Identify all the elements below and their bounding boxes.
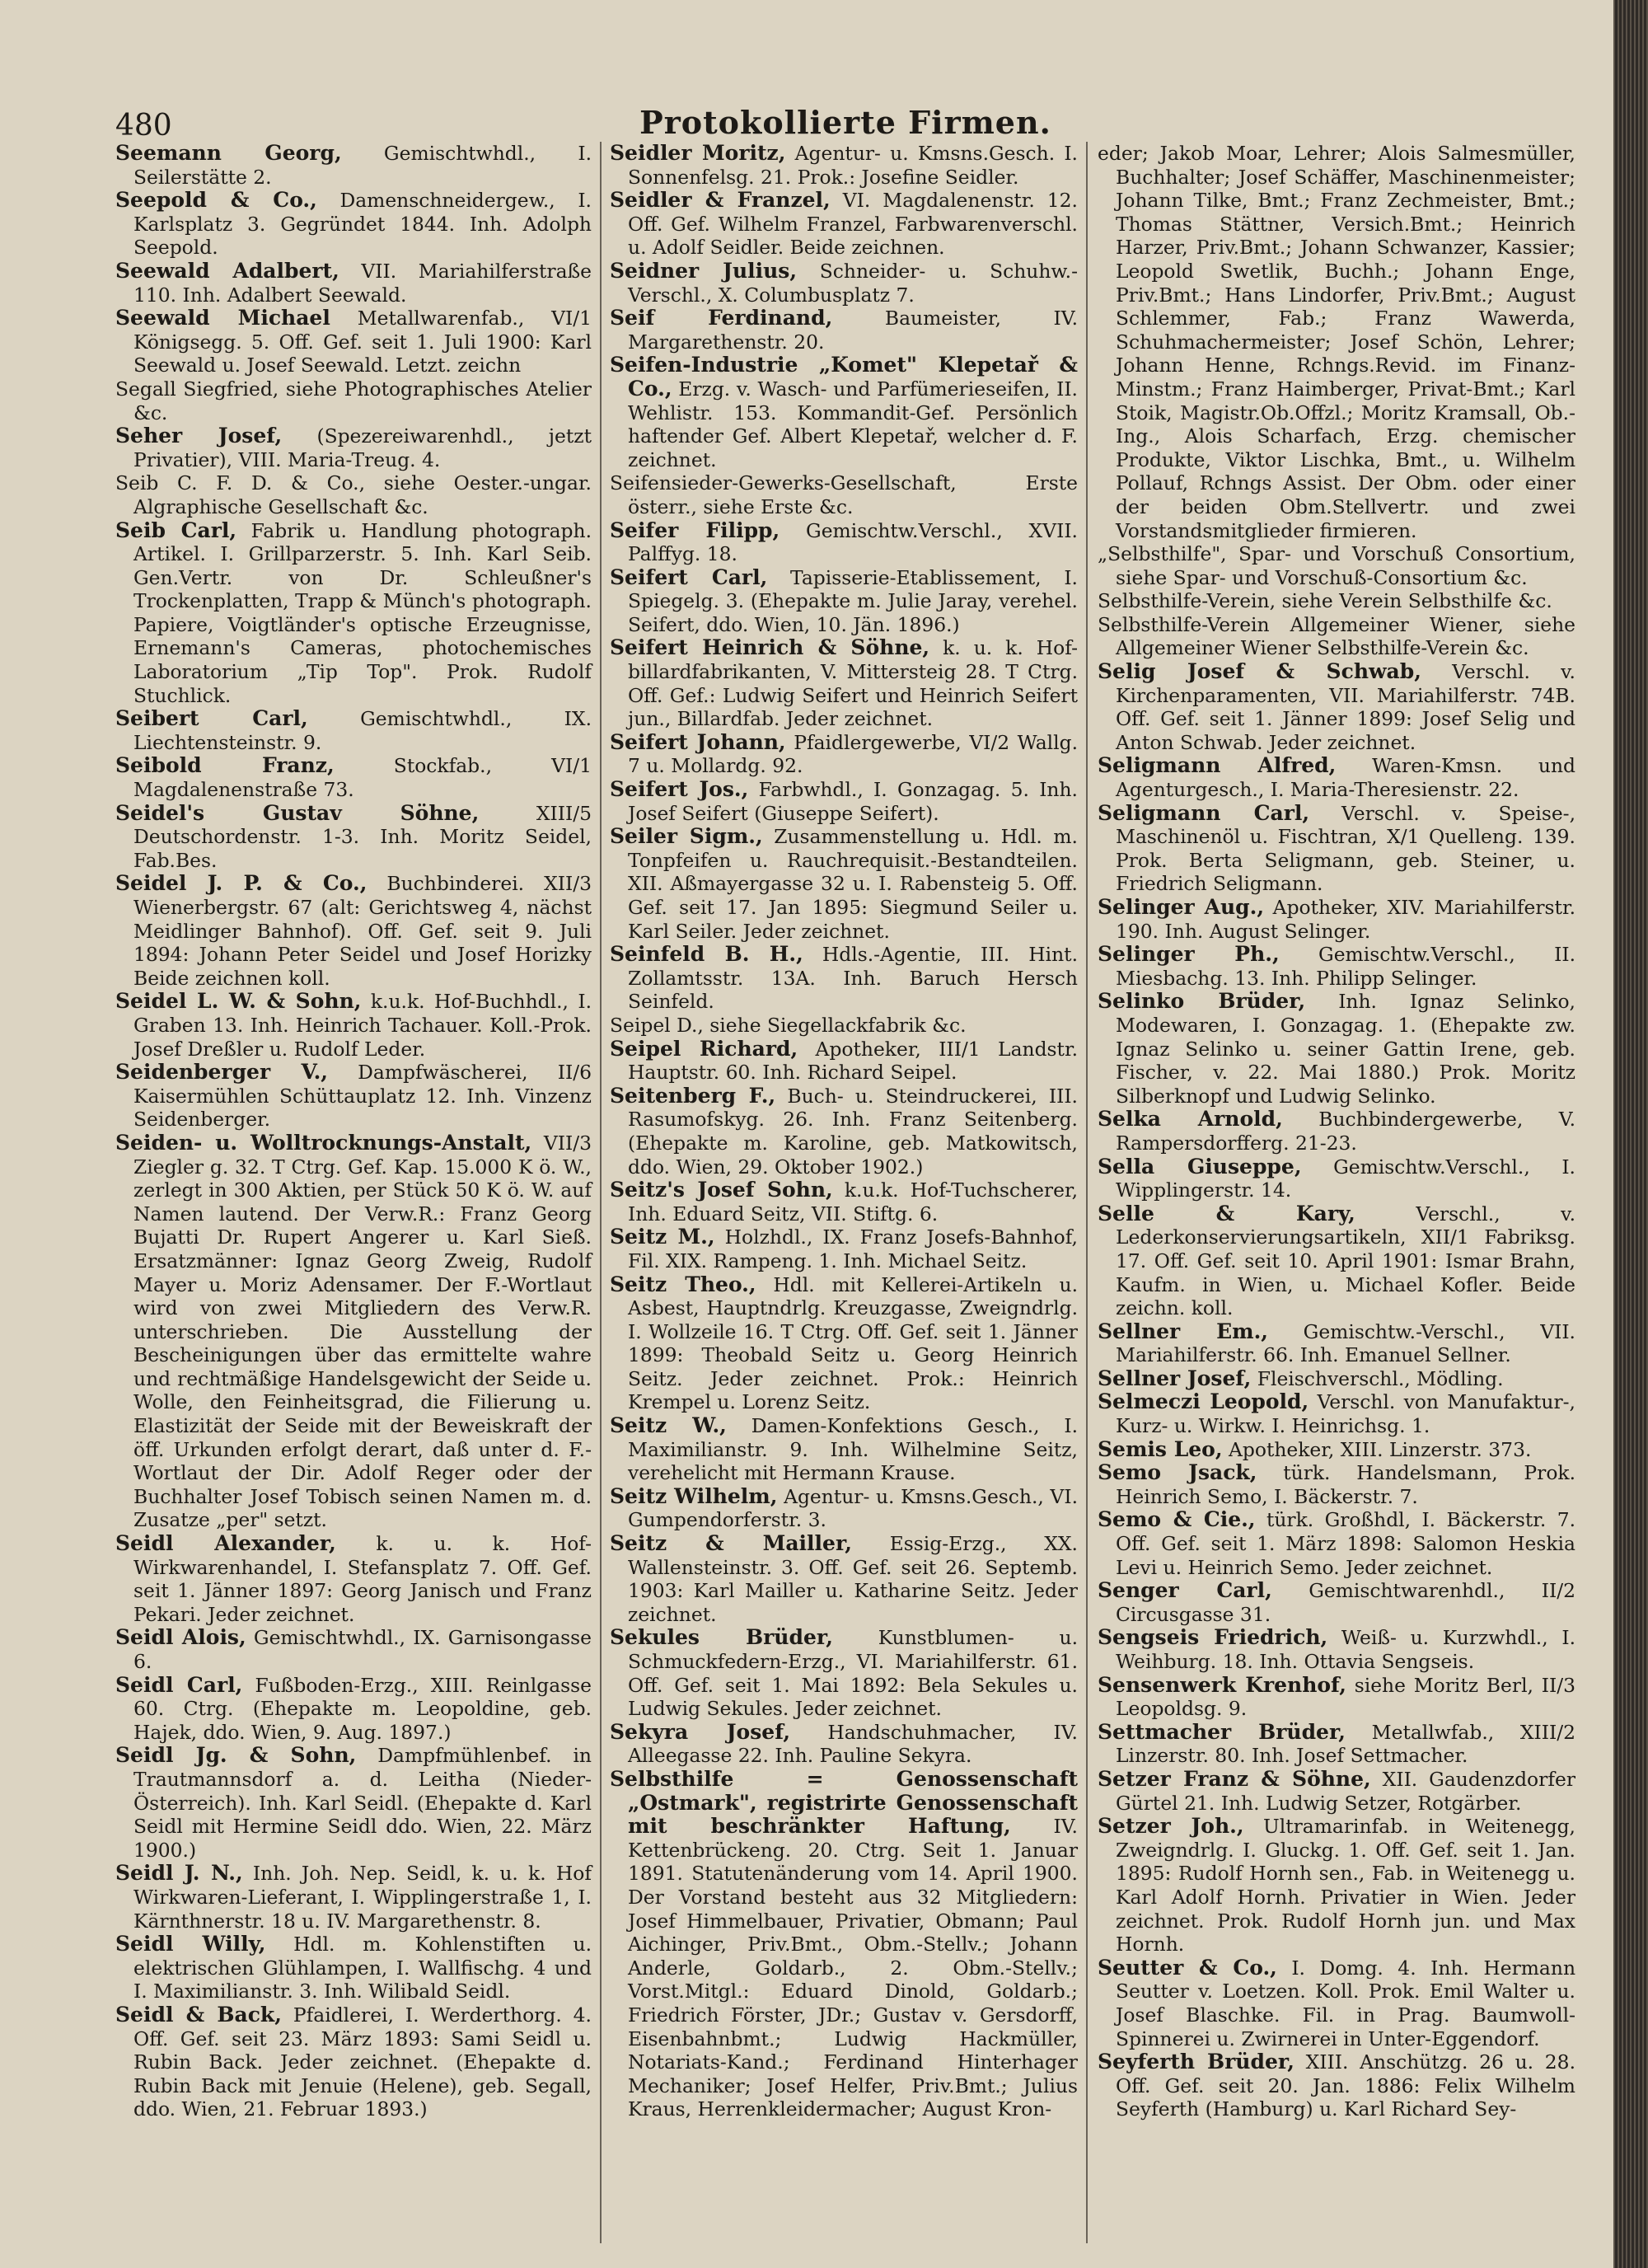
directory-entry: [115, 707, 592, 754]
entry-text: Buch- u. Steindruckerei, III. Rasumofskyg. 26. Inh. Franz Seitenberg. (Ehepakte m. Karoline, geb. Matkowitsch, ddo. Wien, 29. Oktober 1902.): [628, 1084, 1078, 1179]
firm-name: Seitz W.,: [610, 1413, 727, 1438]
entry-text: Fleischverschl., Mödling.: [1257, 1366, 1504, 1390]
firm-name: Seidl Jg. & Sohn,: [115, 1743, 357, 1768]
text-columns: [115, 142, 1575, 2243]
directory-entry: [610, 189, 1078, 260]
entry-text: Apotheker, III/1 Landstr. Hauptstr. 60. Inh. Richard Seipel.: [628, 1037, 1079, 1085]
firm-name: Selbsthilfe = Genossenschaft „Ostmark", registrirte Genossenschaft mit beschränkter Haftung,: [610, 1766, 1078, 1839]
directory-entry: [1098, 660, 1575, 754]
entry-text: Apotheker, XIII. Linzerstr. 373.: [1229, 1437, 1532, 1461]
entry-text: Stockfab., VI/1 Magdalenenstraße 73.: [133, 754, 592, 802]
entry-text: VII. Mariahilferstraße 110. Inh. Adalbert Seewald.: [133, 259, 592, 307]
directory-entry: [1098, 142, 1575, 542]
firm-name: Seidel's Gustav Söhne,: [115, 800, 480, 825]
directory-entry: [610, 1179, 1078, 1225]
firm-name: Seidl Alois,: [115, 1625, 246, 1650]
directory-entry: [1098, 1721, 1575, 1768]
directory-entry: [610, 307, 1078, 354]
firm-name: Selinger Aug.,: [1098, 895, 1265, 919]
firm-name: Seher Josef,: [115, 424, 283, 448]
firm-name: Setzer Joh.,: [1098, 1814, 1244, 1839]
directory-entry: [1098, 754, 1575, 801]
entry-text: Baumeister, IV. Margarethenstr. 20.: [628, 307, 1078, 354]
directory-entry: [115, 2003, 592, 2121]
firm-name: Seidler Moritz,: [610, 142, 786, 165]
directory-entry: [1098, 1320, 1575, 1367]
entry-text: siehe Moritz Berl, II/3 Leopoldsg. 9.: [1116, 1673, 1575, 1721]
firm-name: Semo Jsack,: [1098, 1460, 1257, 1485]
directory-entry: [610, 1085, 1078, 1179]
directory-entry: [1098, 896, 1575, 943]
firm-name: Seidl Carl,: [115, 1672, 243, 1697]
firm-name: Semis Leo,: [1098, 1436, 1223, 1461]
firm-name: Seipel Richard,: [610, 1036, 798, 1061]
firm-name: Seifer Filipp,: [610, 518, 780, 542]
entry-text: Waren-Kmsn. und Agenturgesch., I. Maria-Theresienstr. 22.: [1116, 754, 1575, 802]
firm-name: Selinger Ph.,: [1098, 942, 1280, 967]
directory-entry: [1098, 1461, 1575, 1508]
directory-entry: [610, 1014, 1078, 1038]
firm-name: Seiler Sigm.,: [610, 824, 763, 849]
column-3: [1088, 142, 1575, 2243]
entry-text: Fußboden-Erzg., XIII. Reinlgasse 60. Ctrg. (Ehepakte m. Leopoldine, geb. Hajek, ddo. Wien, 9. Aug. 1897.): [133, 1673, 592, 1744]
entry-text: XIII. Anschützg. 26 u. 28. Off. Gef. seit 20. Jan. 1886: Felix Wilhelm Seyferth (Hamburg) u. Karl Richard Sey-: [1116, 2050, 1575, 2121]
entry-text: k. u. k. Hof-billardfabrikanten, V. Mittersteig 28. T Ctrg. Off. Gef.: Ludwig Seifert und Heinrich Seifert jun., Billardfab. Jeder zeichnet.: [628, 636, 1078, 731]
entry-text: türk. Großhdl, I. Bäckerstr. 7. Off. Gef. seit 1. März 1898: Salomon Heskia Levi u. Heinrich Semo. Jeder zeichnet.: [1116, 1508, 1575, 1579]
directory-entry: [610, 1038, 1078, 1085]
entry-text: Ultramarinfab. in Weitenegg, Zweigndrlg. I. Gluckg. 1. Off. Gef. seit 1. Jan. 1895: Rudolf Hornh sen., Fab. in Weitenegg u. Karl Adolf Hornh. Privatier in Wien. Jeder zeichnet. Prok. Rudolf Hornh jun. und Max Hornh.: [1116, 1815, 1575, 1956]
firm-name: Selmeczi Leopold,: [1098, 1389, 1309, 1414]
firm-name: Selle & Kary,: [1098, 1201, 1355, 1225]
firm-name: Sengseis Friedrich,: [1098, 1625, 1328, 1650]
firm-name: Sekyra Josef,: [610, 1719, 791, 1744]
directory-entry: [115, 1626, 592, 1673]
entry-text: Gemischtwarenhdl., II/2 Circusgasse 31.: [1116, 1579, 1575, 1626]
directory-entry: [1098, 542, 1575, 589]
entry-text: k.u.k. Hof-Buchhdl., I. Graben 13. Inh. Heinrich Tachauer. Koll.-Prok. Josef Dreßler u. Rudolf Leder.: [133, 990, 592, 1061]
firm-name: Seidl J. N.,: [115, 1861, 243, 1886]
directory-entry: [610, 519, 1078, 566]
directory-entry: [1098, 1674, 1575, 1721]
firm-name: Seitz & Mailler,: [610, 1531, 853, 1556]
directory-entry: [610, 260, 1078, 307]
entry-text: k.u.k. Hof-Tuchscherer, Inh. Eduard Seitz, VII. Stiftg. 6.: [628, 1179, 1078, 1225]
entry-text: Erzg. v. Wasch- und Parfümerieseifen, II. Wehlistr. 153. Kommandit-Gef. Persönlich haftender Gef. Albert Klepetař, welcher d. F. zeichnet.: [628, 377, 1078, 471]
directory-entry: [115, 1862, 592, 1933]
directory-entry: [610, 1721, 1078, 1768]
firm-name: Seidel L. W. & Sohn,: [115, 989, 362, 1014]
entry-text: Gemischtwhdl., IX. Garnisongasse 6.: [133, 1626, 592, 1673]
directory-entry: [115, 142, 592, 189]
entry-text: Verschl. v. Speise-, Maschinenöl u. Fischtran, X/1 Quelleng. 139. Prok. Berta Seligmann, geb. Steiner, u. Friedrich Seligmann.: [1116, 801, 1575, 896]
firm-name: Seemann Georg,: [115, 142, 342, 165]
firm-name: Seifen-Industrie „Komet" Klepetař & Co.,: [610, 353, 1078, 401]
firm-name: Selig Josef & Schwab,: [1098, 659, 1421, 684]
directory-entry: [610, 471, 1078, 518]
firm-name: Seutter & Co.,: [1098, 1955, 1277, 1980]
firm-name: Seidel J. P. & Co.,: [115, 871, 368, 896]
entry-text: Metallwarenfab., VI/1 Königsegg. 5. Off. Gef. seit 1. Juli 1900: Karl Seewald u. Josef Seewald. Letzt. zeichn: [133, 307, 592, 377]
directory-entry: [115, 802, 592, 873]
directory-entry: [1098, 990, 1575, 1108]
entry-text: Seib C. F. D. & Co., siehe Oester.-ungar. Algraphische Gesellschaft &c.: [115, 471, 592, 518]
entry-text: Agentur- u. Kmsns.Gesch. I. Sonnenfelsg. 21. Prok.: Josefine Seidler.: [628, 142, 1078, 189]
directory-entry: [610, 778, 1078, 825]
directory-entry: [1098, 1579, 1575, 1626]
entry-text: Essig-Erzg., XX. Wallensteinstr. 3. Off. Gef. seit 26. Septemb. 1903: Karl Mailler u. Katharine Seitz. Jeder zeichnet.: [628, 1532, 1078, 1626]
firm-name: Settmacher Brüder,: [1098, 1719, 1346, 1744]
directory-entry: [1098, 2050, 1575, 2121]
entry-text: Handschuhmacher, IV. Alleegasse 22. Inh. Pauline Sekyra.: [628, 1720, 1078, 1768]
entry-text: VI. Magdalenenstr. 12. Off. Gef. Wilhelm Franzel, Farbwarenverschl. u. Adolf Seidler. Beide zeichnen.: [628, 189, 1078, 260]
directory-entry: [610, 566, 1078, 637]
entry-text: Gemischtwhdl., I. Seilerstätte 2.: [133, 142, 592, 189]
entry-text: eder; Jakob Moar, Lehrer; Alois Salmesmüller, Buchhalter; Josef Schäffer, Maschinenmeister; Johann Tilke, Bmt.; Franz Zechmeister, Bmt.; Thomas Stättner, Versich.Bmt.; Heinrich Harzer, Priv.Bmt.; Johann Schwanzer, Kassier; Leopold Swetlik, Buchh.; Johann Enge, Priv.Bmt.; Hans Lindorfer, Priv.Bmt.; August Schlemmer, Fab.; Franz Wawerda, Schuhmachermeister; Josef Schön, Lehrer; Johann Henne, Rchngs.Revid. im Finanz-Minstm.; Franz Haimberger, Privat-Bmt.; Karl Stoik, Magistr.Ob.Offzl.; Moritz Kramsall, Ob.-Ing., Alois Scharfach, Erzg. chemischer Produkte, Viktor Lischka, Bmt., u. Wilhelm Pollauf, Rchngs Assist. Der Obm. oder einer der beiden Obm.Stellvertr. und zwei Vorstandsmitglieder firmieren.: [1098, 142, 1575, 542]
directory-entry: [610, 1485, 1078, 1532]
firm-name: Seib Carl,: [115, 518, 237, 542]
entry-text: Agentur- u. Kmsns.Gesch., VI. Gumpendorferstr. 3.: [628, 1484, 1078, 1532]
firm-name: Setzer Franz & Söhne,: [1098, 1766, 1371, 1791]
firm-name: Seidler & Franzel,: [610, 188, 831, 213]
directory-entry: [1098, 1155, 1575, 1202]
directory-entry: [115, 307, 592, 377]
entry-text: Segall Siegfried, siehe Photographisches Atelier &c.: [115, 377, 592, 424]
entry-text: Damen-Konfektions Gesch., I. Maximilianstr. 9. Inh. Wilhelmine Seitz, verehelicht mit Hermann Krause.: [628, 1414, 1078, 1485]
firm-name: Senger Carl,: [1098, 1578, 1272, 1603]
firm-name: Seifert Carl,: [610, 565, 768, 589]
entry-text: türk. Handelsmann, Prok. Heinrich Semo, I. Bäckerstr. 7.: [1116, 1461, 1575, 1508]
directory-entry: [115, 471, 592, 518]
directory-entry: [1098, 1390, 1575, 1437]
entry-text: Gemischtw.Verschl., II. Miesbachg. 13. Inh. Philipp Selinger.: [1116, 943, 1575, 990]
entry-text: XII. Gaudenzdorfer Gürtel 21. Inh. Ludwig Setzer, Rotgärber.: [1116, 1767, 1575, 1815]
entry-text: Verschl., v. Lederkonservierungsartikeln, XII/1 Fabriksg. 17. Off. Gef. seit 10. April 1901: Ismar Brahn, Kaufm. in Wien, u. Michael Kofler. Beide zeichn. koll.: [1116, 1202, 1575, 1320]
entry-text: Schneider- u. Schuhw.-Verschl., X. Columbusplatz 7.: [628, 259, 1079, 307]
firm-name: Seidl & Back,: [115, 2002, 282, 2027]
firm-name: Seifert Heinrich & Söhne,: [610, 635, 930, 660]
directory-entry: [610, 1626, 1078, 1720]
directory-entry: [610, 825, 1078, 943]
entry-text: (Spezereiwarenhdl., jetzt Privatier), VIII. Maria-Treug. 4.: [133, 424, 592, 471]
directory-entry: [115, 872, 592, 990]
directory-entry: [115, 424, 592, 471]
firm-name: Seifert Johann,: [610, 729, 786, 754]
directory-entry: [115, 1744, 592, 1862]
entry-text: Pfaidlergewerbe, VI/2 Wallg. 7 u. Mollardg. 92.: [628, 730, 1079, 778]
firm-name: Seidenberger V.,: [115, 1060, 328, 1085]
directory-entry: [115, 1933, 592, 2003]
entry-text: Tapisserie-Etablissement, I. Spiegelg. 3. (Ehepakte m. Julie Jaray, verehel. Seifert, ddo. Wien, 10. Jän. 1896.): [628, 565, 1078, 636]
firm-name: Seidl Alexander,: [115, 1531, 336, 1556]
entry-text: Damenschneidergew., I. Karlsplatz 3. Gegründet 1844. Inh. Adolph Seepold.: [133, 189, 592, 260]
entry-text: Seifensieder-Gewerks-Gesellschaft, Erste österr., siehe Erste &c.: [610, 471, 1078, 518]
firm-name: Seibert Carl,: [115, 706, 308, 731]
entry-text: Dampfwäscherei, II/6 Kaisermühlen Schüttauplatz 12. Inh. Vinzenz Seidenberger.: [133, 1061, 592, 1132]
entry-text: IV. Kettenbrückeng. 20. Ctrg. Seit 1. Januar 1891. Statutenänderung vom 14. April 1900. Der Vorstand besteht aus 32 Mitgliedern: Josef Himmelbauer, Privatier, Obmann; Paul Aichinger, Priv.Bmt., Obm.-Stellv.; Johann Anderle, Goldarb., 2. Obm.-Stellv.; Vorst.Mitgl.: Eduard Dinold, Goldarb.; Friedrich Förster, JDr.; Gustav v. Gersdorff, Eisenbahnbmt.; Ludwig Hackmüller, Notariats-Kand.; Ferdinand Hinterhager Mechaniker; Josef Helfer, Priv.Bmt.; Julius Kraus, Herrenkleidermacher; August Kron-: [628, 1815, 1078, 2121]
entry-text: Seipel D., siehe Siegellackfabrik &c.: [610, 1013, 967, 1037]
directory-entry: [1098, 1367, 1575, 1391]
directory-entry: [115, 990, 592, 1061]
entry-text: Farbwhdl., I. Gonzagag. 5. Inh. Josef Seifert (Giuseppe Seifert).: [628, 778, 1078, 825]
entry-text: Buchbindergewerbe, V. Rampersdorfferg. 21-23.: [1116, 1108, 1575, 1155]
directory-entry: [1098, 613, 1575, 660]
firm-name: Seibold Franz,: [115, 753, 335, 778]
directory-entry: [115, 377, 592, 424]
entry-text: XIII/5 Deutschordenstr. 1-3. Inh. Moritz Seidel, Fab.Bes.: [133, 801, 592, 872]
firm-name: Seewald Adalbert,: [115, 258, 339, 283]
firm-name: Selinko Brüder,: [1098, 989, 1306, 1014]
firm-name: Seyferth Brüder,: [1098, 2050, 1295, 2074]
firm-name: Sellner Josef,: [1098, 1366, 1252, 1390]
directory-entry: [610, 731, 1078, 778]
firm-name: Seitz Wilhelm,: [610, 1483, 778, 1508]
entry-text: Selbsthilfe-Verein Allgemeiner Wiener, siehe Allgemeiner Wiener Selbsthilfe-Verein &c.: [1098, 612, 1575, 660]
entry-text: Inh. Joh. Nep. Seidl, k. u. k. Hof Wirkwaren-Lieferant, I. Wipplingerstraße 1, I. Kärnthnerstr. 18 u. IV. Margarethenstr. 8.: [133, 1862, 592, 1933]
directory-entry: [1098, 1508, 1575, 1579]
firm-name: Seitenberg F.,: [610, 1083, 776, 1108]
entry-text: Metallwfab., XIII/2 Linzerstr. 80. Inh. Josef Settmacher.: [1116, 1720, 1575, 1768]
directory-entry: [1098, 943, 1575, 990]
entry-text: Kunstblumen- u. Schmuckfedern-Erzg., VI. Mariahilferstr. 61. Off. Gef. seit 1. Mai 1892: Bela Sekules u. Ludwig Sekules. Jeder zeichnet.: [628, 1626, 1079, 1721]
directory-entry: [610, 1768, 1078, 2121]
column-1: [115, 142, 602, 2243]
entry-text: Hdl. m. Kohlenstiften u. elektrischen Glühlampen, I. Wallfischg. 4 und I. Maximilianstr. 3. Inh. Wilibald Seidl.: [133, 1933, 592, 2003]
firm-name: Seligmann Alfred,: [1098, 753, 1337, 778]
firm-name: Semo & Cie.,: [1098, 1507, 1256, 1532]
entry-text: VII/3 Ziegler g. 32. T Ctrg. Gef. Kap. 15.000 K ö. W., zerlegt in 300 Aktien, per Stück 50 K ö. W. auf Namen lautend. Der Verw.R.: Franz Georg Bujatti Dr. Rupert Angerer u. Karl Sieß. Ersatzmänner: Ignaz Georg Zweig, Rudolf Mayer u. Moriz Adensamer. Der F.-Wortlaut wird von zwei Mitgliedern des Verw.R. unterschrieben. Die Ausstellung der Bescheinigungen über das ermittelte wahre und rechtmäßige Handelsgewicht der Seide u. Wolle, den Feinheitsgrad, die Filierung u. Elastizität der Seide mit der Beweiskraft der öff. Urkunden erfolgt derart, daß unter d. F.-Wortlaut der Dir. Adolf Reger oder der Buchhalter Josef Tobisch seinen Namen m. d. Zusatze „per" setzt.: [133, 1131, 592, 1532]
firm-name: Sekules Brüder,: [610, 1625, 833, 1650]
entry-text: Holzhdl., IX. Franz Josefs-Bahnhof, Fil. XIX. Rampeng. 1. Inh. Michael Seitz.: [628, 1225, 1078, 1272]
directory-entry: [115, 1674, 592, 1745]
directory-entry: [115, 1061, 592, 1132]
directory-entry: [1098, 802, 1575, 896]
entry-text: Gemischtw.-Verschl., VII. Mariahilferstr. 66. Inh. Emanuel Sellner.: [1116, 1319, 1575, 1367]
firm-name: Seifert Jos.,: [610, 777, 749, 802]
page-number: 480: [115, 109, 172, 143]
entry-text: Zusammenstellung u. Hdl. m. Tonpfeifen u. Rauchrequisit.-Bestandteilen. XII. Aßmayergasse 32 u. I. Rabensteig 5. Off. Gef. seit 17. Jan 1895: Siegmund Seiler u. Karl Seiler. Jeder zeichnet.: [628, 825, 1078, 943]
entry-text: Selbsthilfe-Verein, siehe Verein Selbsthilfe &c.: [1098, 589, 1552, 613]
directory-entry: [1098, 1626, 1575, 1673]
directory-entry: [610, 1225, 1078, 1272]
firm-name: Sella Giuseppe,: [1098, 1154, 1302, 1179]
directory-entry: [115, 1132, 592, 1532]
entry-text: Gemischtwhdl., IX. Liechtensteinstr. 9.: [133, 707, 592, 754]
firm-name: Seinfeld B. H.,: [610, 942, 803, 967]
directory-entry: [610, 1273, 1078, 1415]
directory-entry: [610, 1414, 1078, 1485]
entry-text: Fabrik u. Handlung photograph. Artikel. I. Grillparzerstr. 5. Inh. Karl Seib. Gen.Vertr. von Dr. Schleußner's Trockenplatten, Trapp & Münch's photograph. Papiere, Voigtländer's optische Erzeugnisse, Ernemann's Cameras, photochemisches Laboratorium „Tip Top". Prok. Rudolf Stuchlick.: [133, 518, 592, 707]
entry-text: „Selbsthilfe", Spar- und Vorschuß Consortium, siehe Spar- und Vorschuß-Consortium &c.: [1098, 542, 1575, 589]
entry-text: Buchbinderei. XII/3 Wienerbergstr. 67 (alt: Gerichtsweg 4, nächst Meidlinger Bahnhof). Off. Gef. seit 9. Juli 1894: Johann Peter Seidel und Josef Horizky Beide zeichnen koll.: [133, 872, 592, 990]
book-edge: [1613, 0, 1648, 2268]
entry-text: I. Domg. 4. Inh. Hermann Seutter v. Loetzen. Koll. Prok. Emil Walter u. Josef Blaschke. Fil. in Prag. Baumwoll-Spinnerei u. Zwirnerei in Unter-Eggendorf.: [1116, 1956, 1575, 2050]
directory-entry: [115, 519, 592, 708]
directory-entry: [610, 943, 1078, 1014]
directory-entry: [1098, 1202, 1575, 1320]
directory-entry: [1098, 1815, 1575, 1956]
entry-text: Weiß- u. Kurzwhdl., I. Weihburg. 18. Inh. Ottavia Sengseis.: [1116, 1626, 1575, 1673]
firm-name: Seitz M.,: [610, 1225, 715, 1249]
directory-entry: [610, 636, 1078, 730]
directory-entry: [115, 189, 592, 260]
entry-text: k. u. k. Hof-Wirkwarenhandel, I. Stefansplatz 7. Off. Gef. seit 1. Jänner 1897: Georg Janisch und Franz Pekari. Jeder zeichnet.: [133, 1532, 592, 1626]
entry-text: Inh. Ignaz Selinko, Modewaren, I. Gonzagag. 1. (Ehepakte zw. Ignaz Selinko u. seiner Gattin Irene, geb. Fischer, v. 22. Mai 1880.) Prok. Moritz Silberknopf und Ludwig Selinko.: [1116, 990, 1575, 1108]
entry-text: Gemischtw.Verschl., XVII. Palffyg. 18.: [628, 518, 1078, 566]
directory-entry: [1098, 1438, 1575, 1462]
firm-name: Seitz Theo.,: [610, 1272, 756, 1296]
running-title: Protokollierte Firmen.: [639, 104, 1051, 141]
directory-entry: [610, 354, 1078, 471]
firm-name: Seiden- u. Wolltrocknungs-Anstalt,: [115, 1130, 532, 1155]
directory-entry: [115, 260, 592, 307]
entry-text: Apotheker, XIV. Mariahilferstr. 190. Inh. August Selinger.: [1116, 896, 1575, 943]
firm-name: Sensenwerk Krenhof,: [1098, 1672, 1346, 1697]
directory-entry: [1098, 1108, 1575, 1155]
directory-entry: [115, 754, 592, 801]
firm-name: Seewald Michael: [115, 306, 330, 330]
directory-entry: [610, 1532, 1078, 1626]
firm-name: Seidl Willy,: [115, 1932, 266, 1956]
entry-text: Verschl. von Manufaktur-, Kurz- u. Wirkw. I. Heinrichsg. 1.: [1116, 1390, 1575, 1438]
entry-text: Hdls.-Agentie, III. Hint. Zollamtsstr. 13A. Inh. Baruch Hersch Seinfeld.: [628, 943, 1079, 1014]
directory-entry: [1098, 1956, 1575, 2050]
entry-text: Gemischtw.Verschl., I. Wipplingerstr. 14.: [1116, 1155, 1575, 1202]
entry-text: Hdl. mit Kellerei-Artikeln u. Asbest, Hauptndrlg. Kreuzgasse, Zweigndrlg. I. Wollzeile 16. T Ctrg. Off. Gef. seit 1. Jänner 1899: Theobald Seitz u. Georg Heinrich Seitz. Jeder zeichnet. Prok.: Heinrich Krempel u. Lorenz Seitz.: [628, 1272, 1079, 1414]
entry-text: Pfaidlerei, I. Werderthorg. 4. Off. Gef. seit 23. März 1893: Sami Seidl u. Rubin Back. Jeder zeichnet. (Ehepakte d. Rubin Back mit Jenuie (Helene), geb. Segall, ddo. Wien, 21. Februar 1893.): [133, 2003, 592, 2121]
firm-name: Seitz's Josef Sohn,: [610, 1178, 833, 1202]
directory-entry: [115, 1532, 592, 1626]
directory-entry: [1098, 1768, 1575, 1815]
firm-name: Seligmann Carl,: [1098, 800, 1310, 825]
directory-entry: [610, 142, 1078, 189]
entry-text: Verschl. v. Kirchenparamenten, VII. Mariahilferstr. 74B. Off. Gef. seit 1. Jänner 1899: Josef Selig und Anton Schwab. Jeder zeichnet.: [1116, 660, 1575, 754]
column-2: [602, 142, 1088, 2243]
firm-name: Seepold & Co.,: [115, 188, 317, 213]
entry-text: Dampfmühlenbef. in Trautmannsdorf a. d. Leitha (Nieder-Österreich). Inh. Karl Seidl. (Ehepakte d. Karl Seidl mit Hermine Seidl ddo. Wien, 22. März 1900.): [133, 1744, 592, 1862]
firm-name: Seidner Julius,: [610, 258, 798, 283]
directory-entry: [1098, 589, 1575, 613]
firm-name: Selka Arnold,: [1098, 1107, 1283, 1132]
firm-name: Seif Ferdinand,: [610, 306, 833, 330]
firm-name: Sellner Em.,: [1098, 1319, 1269, 1343]
